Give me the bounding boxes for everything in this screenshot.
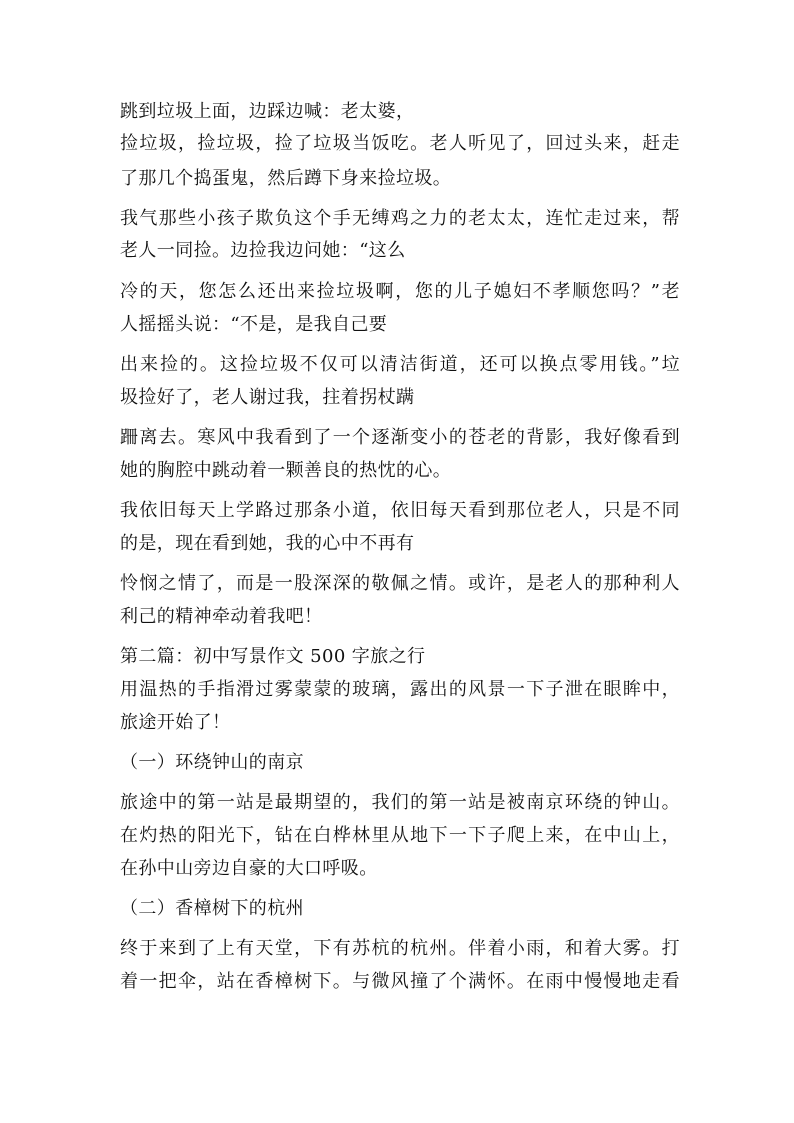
text-line: 她的胸腔中跳动着一颗善良的热忱的心。	[120, 460, 452, 481]
text-line: 圾捡好了，老人谢过我，拄着拐杖蹒	[120, 387, 415, 408]
text-line: 用温热的手指滑过雾蒙蒙的玻璃，露出的风景一下子泄在眼眸中，	[120, 679, 680, 700]
text-line: 了那几个捣蛋鬼，然后蹲下身来捡垃圾。	[120, 168, 452, 189]
text-line: 人摇摇头说：“不是，是我自己要	[120, 314, 388, 335]
text-line: 利己的精神牵动着我吧！	[120, 606, 323, 627]
text-line: 旅途开始了！	[120, 712, 231, 733]
text-line: 出来捡的。这捡垃圾不仅可以清洁街道，还可以换点零用钱。”垃	[120, 354, 680, 375]
text-line: 跚离去。寒风中我看到了一个逐渐变小的苍老的背影，我好像看到	[120, 427, 680, 448]
text-line: 冷的天，您怎么还出来捡垃圾啊，您的儿子媳妇不孝顺您吗？”老	[120, 281, 680, 302]
text-line: 捡垃圾，捡垃圾，捡了垃圾当饭吃。老人听见了，回过头来，赶走	[120, 133, 680, 154]
text-line: 终于来到了上有天堂，下有苏杭的杭州。伴着小雨，和着大雾。打	[120, 938, 680, 959]
text-line: 我依旧每天上学路过那条小道，依旧每天看到那位老人，只是不同	[120, 500, 680, 521]
text-line: 旅途中的第一站是最期望的，我们的第一站是被南京环绕的钟山。	[120, 792, 680, 813]
subsection-heading: （一）环绕钟山的南京	[120, 752, 304, 773]
text-line: 的是，现在看到她，我的心中不再有	[120, 533, 415, 554]
text-line: 我气那些小孩子欺负这个手无缚鸡之力的老太太，连忙走过来，帮	[120, 208, 680, 229]
text-line: 跳到垃圾上面，边踩边喊：老太婆，	[120, 101, 415, 122]
section-heading: 第二篇：初中写景作文 500 字旅之行	[120, 646, 426, 667]
text-line: 怜悯之情了，而是一股深深的敬佩之情。或许，是老人的那种利人	[120, 573, 680, 594]
text-line: 老人一同捡。边捡我边问她：“这么	[120, 240, 406, 261]
subsection-heading: （二）香樟树下的杭州	[120, 898, 304, 919]
text-line: 在孙中山旁边自豪的大口呼吸。	[120, 858, 378, 879]
text-line: 在灼热的阳光下，钻在白桦林里从地下一下子爬上来，在中山上，	[120, 825, 680, 846]
text-line: 着一把伞，站在香樟树下。与微风撞了个满怀。在雨中慢慢地走看	[120, 971, 680, 992]
